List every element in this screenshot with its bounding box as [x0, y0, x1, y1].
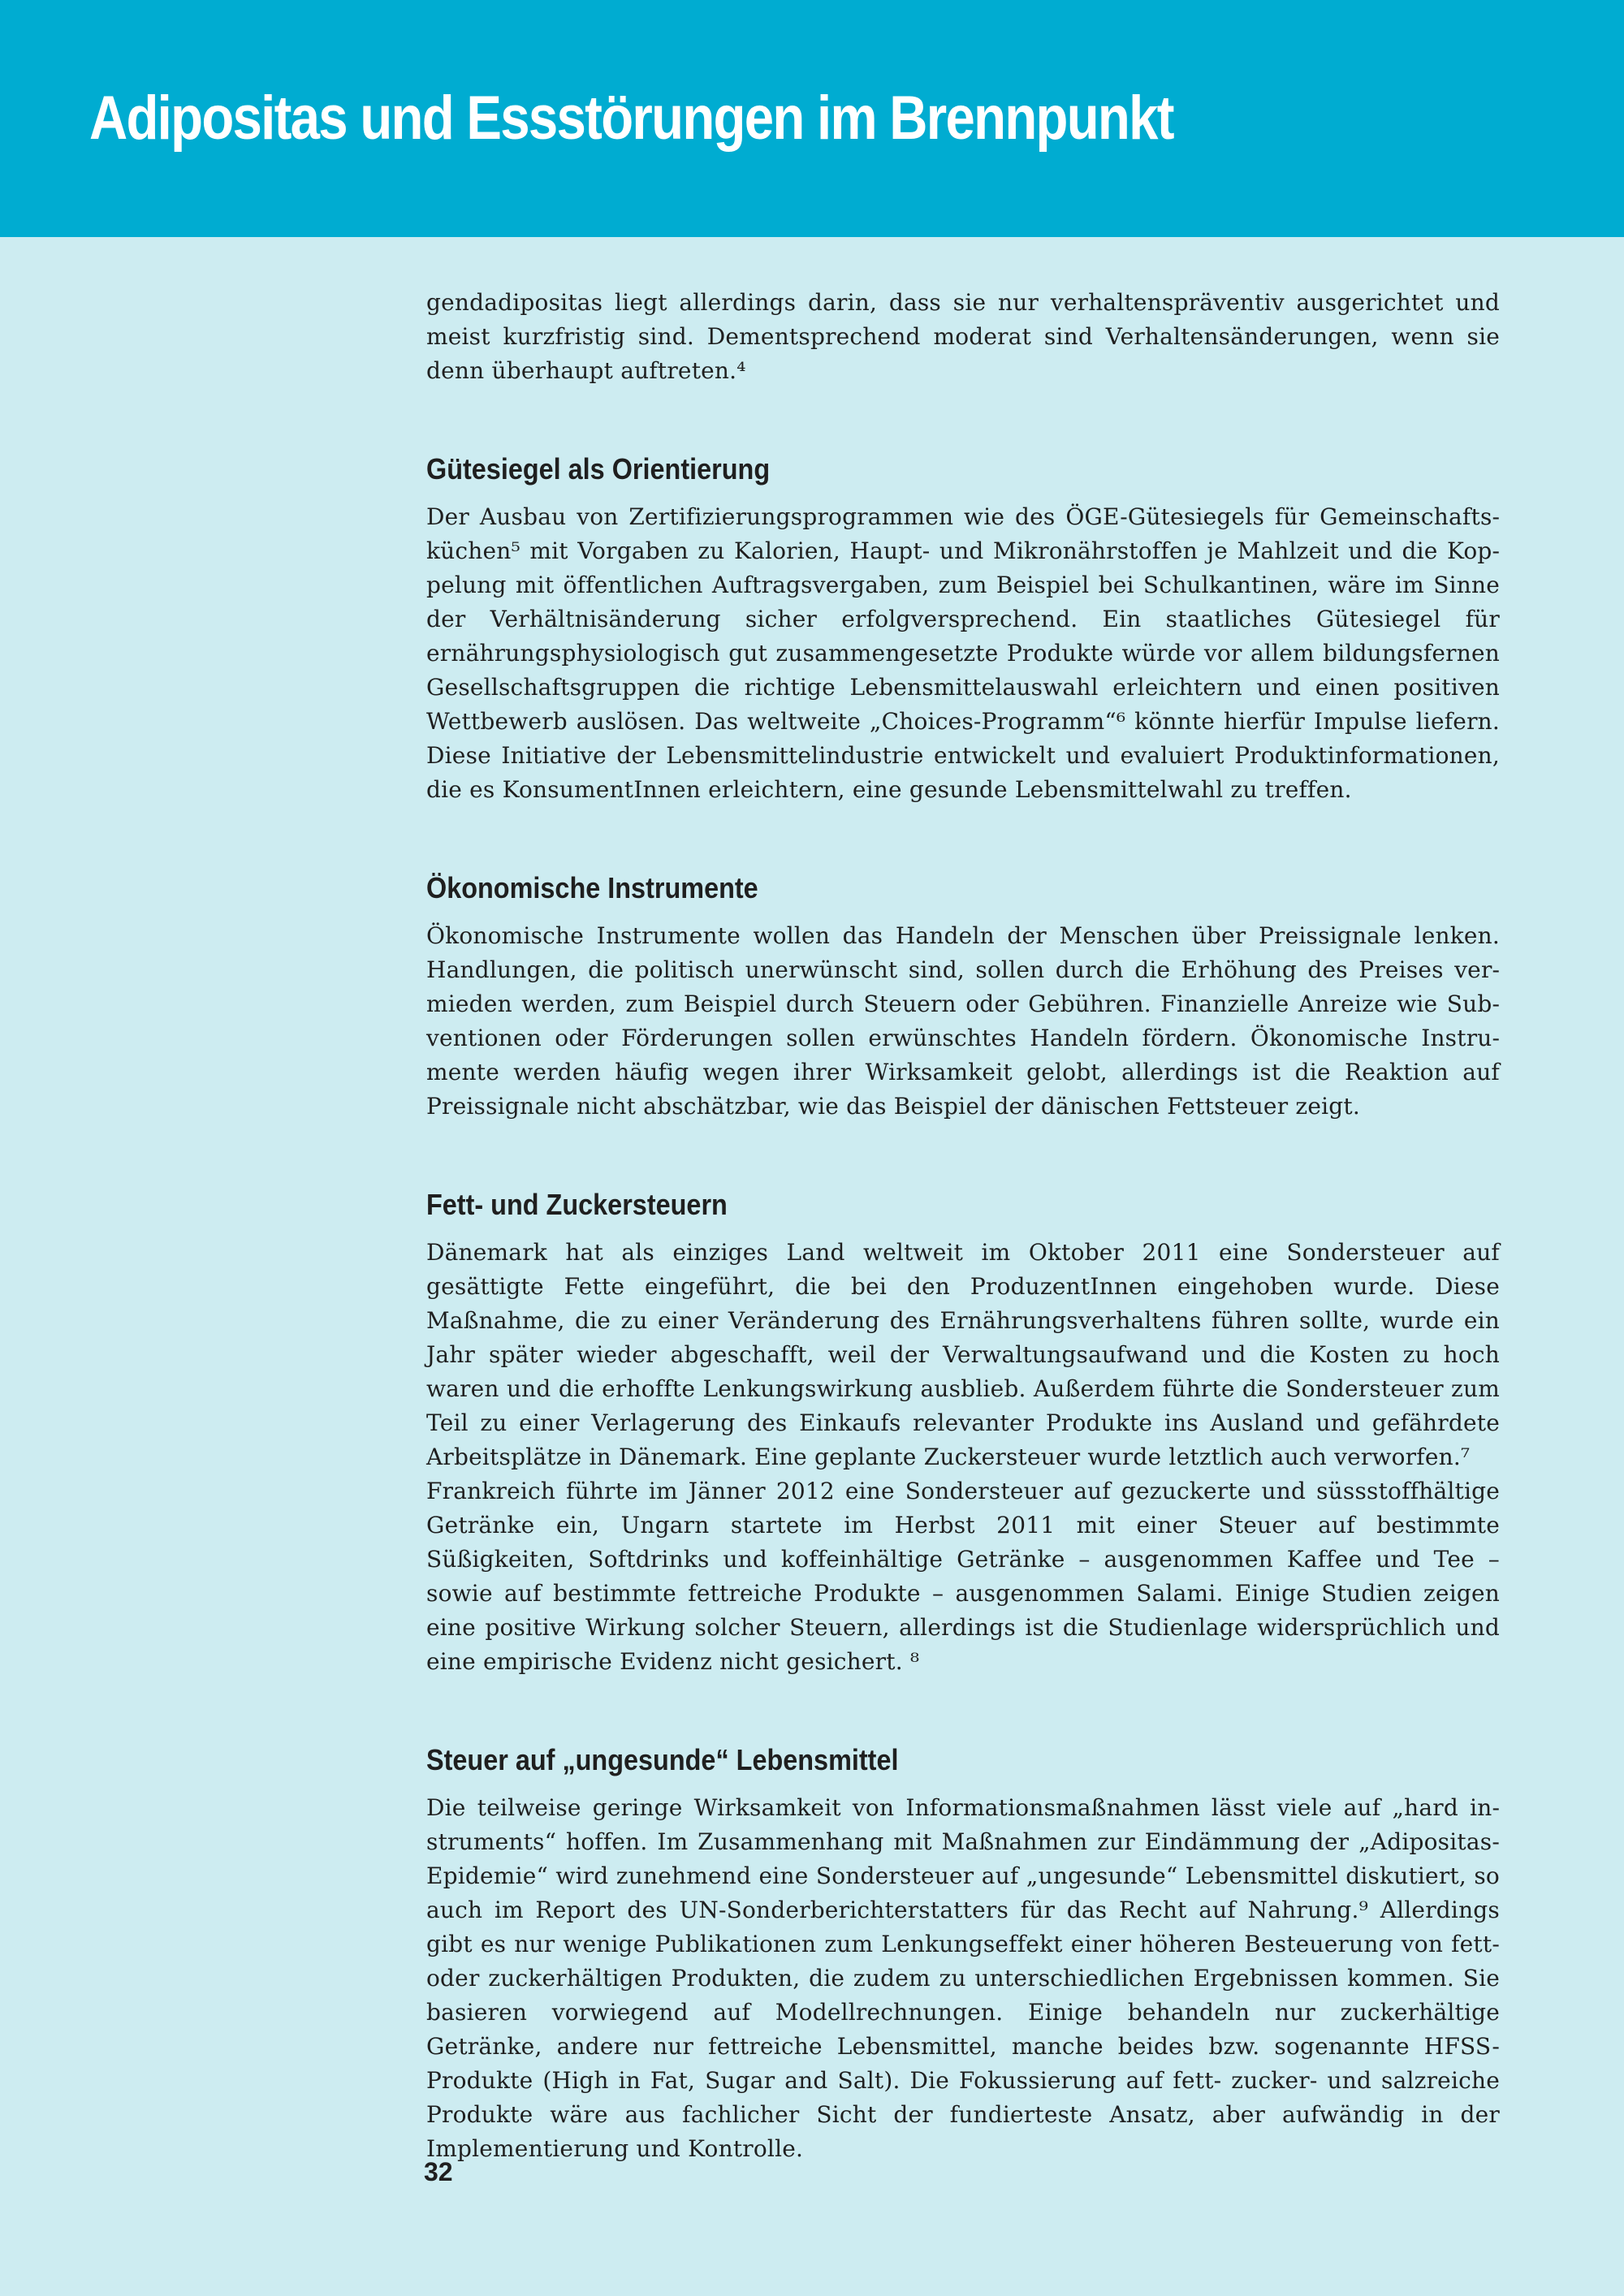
section-heading: Ökonomische Instrumente	[426, 871, 758, 904]
page-title: Adipositas und Essstörungen im Brennpunkt	[89, 84, 1173, 153]
section-heading: Fett- und Zuckersteuern	[426, 1188, 728, 1221]
section-paragraph: Ökonomische Instrumente wollen das Handeln der Menschen über Preissignale lenken. Handlungen, die politisch unerwünscht sind, sollen durch die Erhöhung des Preises vermieden werden, zum Beispiel durch Steuern oder Gebühren. Finanzielle Anreize wie Subventionen oder Förderungen sollen erwünschtes Handeln fördern. Ökonomische Instrumente werden häufig wegen ihrer Wirksamkeit gelobt, allerdings ist die Reaktion auf Preissignale nicht abschätzbar, wie das Beispiel der dänischen Fettsteuer zeigt.	[426, 922, 1500, 1120]
section-ungesunde-lebensmittel	[426, 1741, 1500, 2166]
article-body	[426, 286, 1500, 2166]
section-heading: Gütesiegel als Orientierung	[426, 452, 771, 486]
intro-paragraph: gendadipositas liegt allerdings darin, dass sie nur verhaltenspräventiv ausgerichtet und meist kurzfristig sind. Dementsprechend moderat sind Verhaltensänderungen, wenn sie denn überhaupt auftreten.⁴	[426, 289, 1500, 384]
section-guetesiegel	[426, 450, 1500, 807]
section-paragraph: Frankreich führte im Jänner 2012 eine Sondersteuer auf gezuckerte und süssstoffhältige Getränke ein, Ungarn startete im Herbst 2011 mit einer Steuer auf bestimmte Süßigkeiten, Softdrinks und koffeinhältige Getränke – ausgenommen Kaffee und Tee – sowie auf bestimmte fettreiche Produkte – ausgenommen Salami. Einige Studien zeigen eine positive Wirkung solcher Steuern, allerdings ist die Studienlage widersprüchlich und eine empirische Evidenz nicht gesichert. ⁸	[426, 1478, 1500, 1675]
section-fett-zuckersteuern	[426, 1185, 1500, 1679]
page-number: 32	[424, 2157, 453, 2186]
section-paragraph: Die teilweise geringe Wirksamkeit von Informationsmaßnahmen lässt viele auf „hard instruments“ hoffen. Im Zusammenhang mit Maßnahmen zur Eindämmung der „Adipositas-Epidemie“ wird zunehmend eine Sondersteuer auf „ungesunde“ Lebensmittel diskutiert, so auch im Report des UN-Sonderberichterstatters für das Recht auf Nahrung.⁹ Allerdings gibt es nur wenige Publikationen zum Lenkungseffekt einer höheren Besteuerung von fett- oder zuckerhältigen Produkten, die zudem zu unterschiedlichen Ergebnissen kommen. Sie basieren vorwiegend auf Modellrechnungen. Einige behandeln nur zuckerhältige Getränke, andere nur fettreiche Lebensmittel, manche beides bzw. sogenannte HFSS-Produkte (High in Fat, Sugar and Salt). Die Fokussierung auf fett- zucker- und salzreiche Produkte wäre aus fachlicher Sicht der fundierteste Ansatz, aber aufwändig in der Implementierung und Kontrolle.	[426, 1794, 1500, 2162]
section-heading: Steuer auf „ungesunde“ Lebensmittel	[426, 1743, 899, 1776]
header-banner	[0, 0, 1624, 237]
section-paragraph: Dänemark hat als einziges Land weltweit im Oktober 2011 eine Sondersteuer auf gesättigte Fette eingeführt, die bei den ProduzentInnen eingehoben wurde. Diese Maßnahme, die zu einer Veränderung des Ernährungsverhaltens führen sollte, wurde ein Jahr später wieder abgeschafft, weil der Verwaltungsaufwand und die Kosten zu hoch waren und die erhoffte Lenkungswirkung ausblieb. Außerdem führte die Sondersteuer zum Teil zu einer Verlagerung des Einkaufs relevanter Produkte ins Ausland und gefährdete Arbeitsplätze in Dänemark. Eine geplante Zuckersteuer wurde letztlich auch verworfen.⁷	[426, 1239, 1500, 1470]
section-paragraph: Der Ausbau von Zertifizierungsprogrammen wie des ÖGE-Gütesiegels für Gemeinschaftsküchen⁵ mit Vorgaben zu Kalorien, Haupt- und Mikronährstoffen je Mahlzeit und die Koppelung mit öffentlichen Auftragsvergaben, zum Beispiel bei Schulkantinen, wäre im Sinne der Verhältnisänderung sicher erfolgversprechend. Ein staatliches Gütesiegel für ernährungsphysiologisch gut zusammengesetzte Produkte würde vor allem bildungsfernen Gesellschaftsgruppen die richtige Lebensmittelauswahl erleichtern und einen positiven Wettbewerb auslösen. Das weltweite „Choices-Programm“⁶ könnte hierfür Impulse liefern. Diese Initiative der Lebensmittelindustrie entwickelt und evaluiert Produktinformationen, die es KonsumentInnen erleichtern, eine gesunde Lebensmittelwahl zu treffen.	[426, 503, 1500, 803]
section-oekonomische-instrumente	[426, 869, 1500, 1124]
